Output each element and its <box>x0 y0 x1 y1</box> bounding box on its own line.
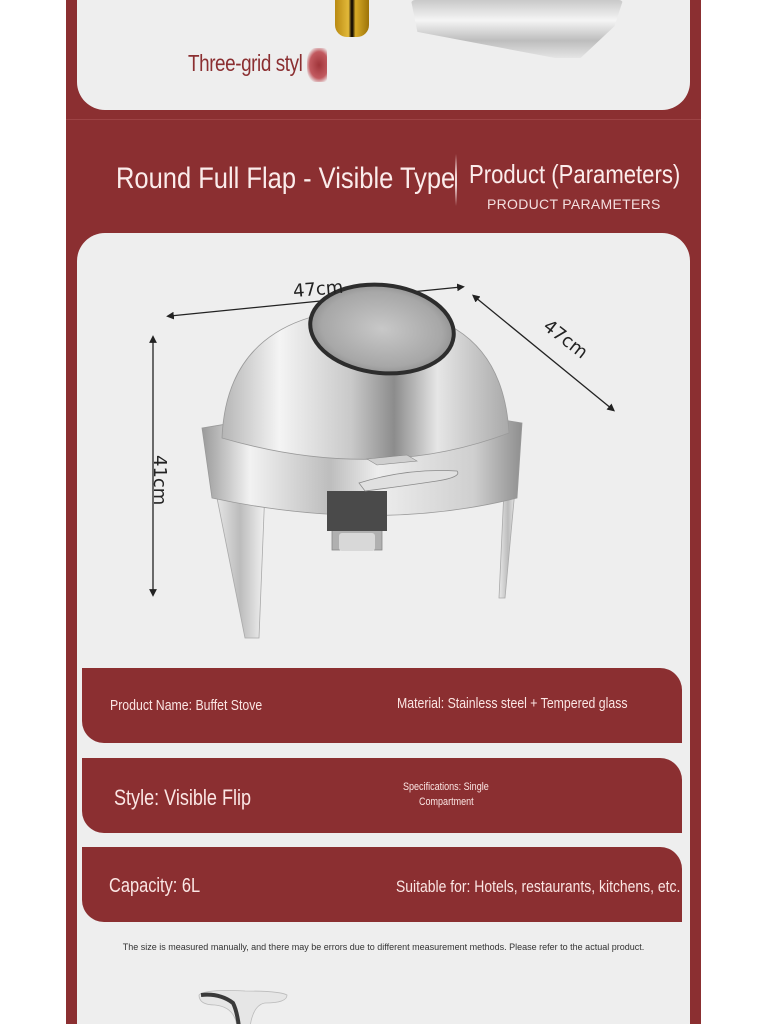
spec-row-capacity-usage <box>82 847 682 922</box>
chafing-dish-image <box>77 233 690 663</box>
style-text: Style: Visible Flip <box>114 785 252 810</box>
params-subtitle: PRODUCT PARAMETERS <box>487 196 661 212</box>
material-text: Material: Stainless steel + Tempered glass <box>397 695 628 712</box>
measurement-disclaimer: The size is measured manually, and there may be errors due to different measurement methods. Please refer to the actual product. <box>122 942 645 952</box>
decorative-blob-icon <box>307 48 327 82</box>
section-divider <box>66 119 701 120</box>
params-title: Product (Parameters) <box>469 159 681 189</box>
title-separator <box>455 154 457 206</box>
width-dimension-label: 47cm <box>292 276 345 303</box>
steel-tray-image <box>411 0 623 58</box>
suitable-for-text: Suitable for: Hotels, restaurants, kitchens, etc. <box>396 877 681 896</box>
product-name-text: Product Name: Buffet Stove <box>110 697 263 714</box>
three-grid-style-label: Three-grid styl <box>188 50 303 76</box>
gold-handle-image <box>335 0 369 37</box>
previous-variant-panel <box>77 0 690 110</box>
product-detail-page <box>66 0 701 1024</box>
height-dimension-label: 41cm <box>149 455 170 506</box>
specifications-text-line2: Compartment <box>419 796 474 808</box>
spec-row-name-material <box>82 668 682 743</box>
specifications-text-line1: Specifications: Single <box>403 781 489 793</box>
handle-part-image <box>195 987 295 1024</box>
section-title: Round Full Flap - Visible Type <box>116 162 456 195</box>
capacity-text: Capacity: 6L <box>109 875 201 897</box>
depth-dimension-label: 47cm <box>539 315 592 364</box>
spec-row-style-spec <box>82 758 682 833</box>
product-parameters-panel <box>77 233 690 1024</box>
